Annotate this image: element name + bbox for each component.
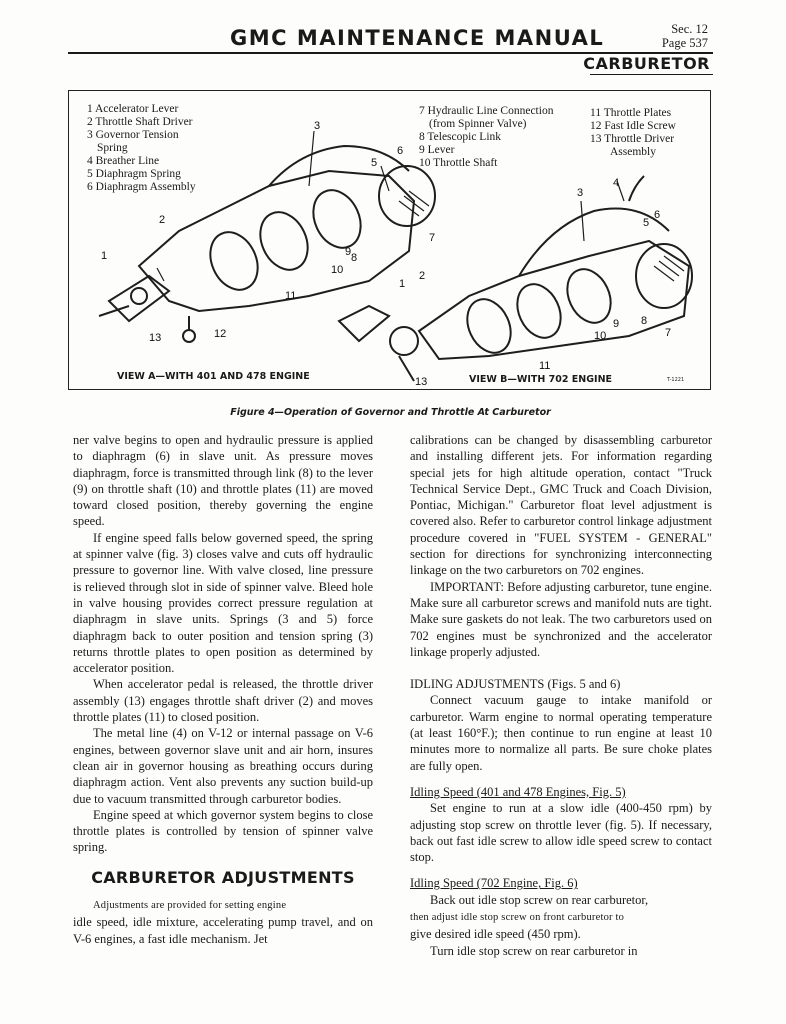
page-number: Page 537	[661, 36, 708, 50]
callout-a-6: 6	[397, 145, 404, 157]
section-page-block	[662, 22, 708, 50]
paragraph: idle speed, idle mixture, accelerating pump travel, and on V-6 engines, a fast idle mechanism. Jet	[73, 915, 373, 946]
legend-items-7-10	[419, 105, 553, 170]
callout-b-8: 8	[641, 315, 648, 327]
callout-b-10: 10	[594, 330, 607, 342]
subheading-idling: IDLING ADJUSTMENTS (Figs. 5 and 6)	[410, 677, 621, 692]
callout-b-5: 5	[643, 217, 650, 229]
callout-a-10: 10	[331, 264, 344, 276]
section-underline	[590, 74, 713, 75]
paragraph: Engine speed at which governor system begins to close throttle plates is controlled by tension of spinner valve spring.	[73, 807, 373, 855]
figure-4	[68, 90, 711, 390]
legend-items-1-6	[87, 103, 196, 194]
callout-a-9: 9	[345, 246, 352, 258]
legend-item: 12 Fast Idle Screw	[590, 120, 676, 132]
callout-b-9: 9	[613, 318, 620, 330]
legend-item: 2 Throttle Shaft Driver	[87, 116, 193, 128]
callout-b-7: 7	[665, 327, 672, 339]
legend-item: 9 Lever	[419, 144, 455, 156]
callout-b-11: 11	[539, 360, 551, 372]
callout-a-12: 12	[214, 328, 227, 340]
callout-b-2: 2	[419, 270, 426, 282]
paragraph: Back out idle stop screw on rear carburetor,	[430, 892, 649, 907]
small-text: then adjust idle stop screw on front carburetor to	[410, 912, 625, 924]
legend-item: 13 Throttle Driver	[590, 133, 675, 145]
paragraph: calibrations can be changed by disassembling carburetor and installing different jets. For information regarding special jets for high altitude operation, contact "Truck Technical Service Dept., GMC Truck and Coach Division, Pontiac, Michigan." Carburetor float level adjustment is covered also. Refer to carburetor control linkage adjustment procedure covered in "FUEL SYSTEM - GENERAL" section for directions for synchronizing interconnecting linkage on the two carburetors on 702 engines.	[410, 433, 712, 578]
view-b-label: VIEW B—WITH 702 ENGINE	[469, 374, 613, 385]
paragraph: Set engine to run at a slow idle (400-450 rpm) by adjusting stop screw on throttle lever (fig. 5). If necessary, back out fast idle screw to allow idle speed screw to contact stop.	[410, 801, 712, 865]
legend-item: 4 Breather Line	[87, 155, 160, 167]
legend-items-11-13	[590, 107, 676, 159]
callout-a-11: 11	[285, 290, 297, 302]
paragraph: IMPORTANT: Before adjusting carburetor, tune engine. Make sure all carburetor screws and manifold nuts are tight. Make sure gaskets do not leak. The two carburetors used on 702 engines must be synchronized and the accelerator linkage properly adjusted.	[410, 579, 712, 659]
legend-item: Spring	[97, 142, 128, 154]
legend-item: 5 Diaphragm Spring	[87, 168, 181, 180]
legend-item: 1 Accelerator Lever	[87, 103, 179, 115]
paragraph: Connect vacuum gauge to intake manifold or carburetor. Warm engine to normal operating temperature (at least 160°F.); then continue to run engine at least 10 minutes more to normalize all parts. Be sure choke plates are fully open.	[410, 693, 712, 773]
figure-code: T-1221	[667, 377, 685, 383]
callout-a-13: 13	[149, 332, 162, 344]
legend-item: 11 Throttle Plates	[590, 107, 672, 119]
callout-b-6: 6	[654, 209, 661, 221]
small-text: Adjustments are provided for setting engine	[93, 900, 287, 912]
callout-b-3: 3	[577, 187, 584, 199]
legend-item: 8 Telescopic Link	[419, 131, 502, 143]
callout-b-1: 1	[399, 278, 406, 290]
subheading-idling-speed-702: Idling Speed (702 Engine, Fig. 6)	[410, 876, 578, 891]
callout-a-2: 2	[159, 214, 166, 226]
callout-a-5: 5	[371, 157, 378, 169]
section-number: Sec. 12	[671, 22, 708, 36]
paragraph: give desired idle speed (450 rpm).	[410, 927, 581, 942]
callout-a-3: 3	[314, 120, 321, 132]
paragraph: When accelerator pedal is released, the throttle driver assembly (13) engages throttle shaft driver (2) and moves throttle plates (11) to closed position.	[73, 677, 373, 725]
paragraph: ner valve begins to open and hydraulic pressure is applied to diaphragm (6) in slave unit. As pressure moves diaphragm, force is transmitted through link (8) to the lever (9) on throttle shaft (10) and throttle plates (11) are moved toward closed position, thereby governing the engine speed.	[73, 433, 373, 529]
legend-item: 3 Governor Tension	[87, 129, 179, 141]
figure-caption: Figure 4—Operation of Governor and Throttle At Carburetor	[230, 407, 551, 418]
paragraph: Turn idle stop screw on rear carburetor in	[430, 943, 638, 958]
legend-item: 6 Diaphragm Assembly	[87, 181, 196, 193]
callout-a-8: 8	[351, 252, 358, 264]
right-column	[410, 432, 712, 959]
manual-title: GMC MAINTENANCE MANUAL	[230, 26, 605, 50]
legend-item: 7 Hydraulic Line Connection	[419, 105, 554, 117]
legend-item: (from Spinner Valve)	[429, 118, 527, 130]
paragraph: If engine speed falls below governed speed, the spring at spinner valve (fig. 3) closes valve and cuts off hydraulic pressure to governor line. With valve closed, line pressure is relieved through slot in side of spinner valve. Bleed hole in valve housing provides correct pressure regulation at diaphragm in slave units. Springs (3 and 5) force diaphragm back to outer position and tension spring (3) returns throttle plates to open position as determined by accelerator position.	[73, 530, 373, 676]
left-column	[73, 432, 373, 947]
callout-b-4: 4	[613, 177, 620, 189]
section-heading: CARBURETOR ADJUSTMENTS	[91, 867, 355, 887]
callout-a-1: 1	[101, 250, 108, 262]
paragraph	[73, 896, 373, 914]
legend-item: Assembly	[610, 146, 656, 158]
legend-item: 10 Throttle Shaft	[419, 157, 498, 169]
view-a-label: VIEW A—WITH 401 AND 478 ENGINE	[117, 371, 310, 382]
subheading-idling-speed-401-478: Idling Speed (401 and 478 Engines, Fig. 5)	[410, 784, 626, 799]
callout-b-13: 13	[415, 376, 428, 388]
paragraph	[410, 908, 712, 926]
paragraph: The metal line (4) on V-12 or internal passage on V-6 engines, between governor slave unit and air horn, insures clean air in governor housing as breathing occurs during diaphragm action. Vent also prevents any suction build-up due to vacuum transmitted through carburetor bodies.	[73, 726, 373, 806]
section-name: CARBURETOR	[583, 54, 710, 73]
callout-a-7: 7	[429, 232, 436, 244]
